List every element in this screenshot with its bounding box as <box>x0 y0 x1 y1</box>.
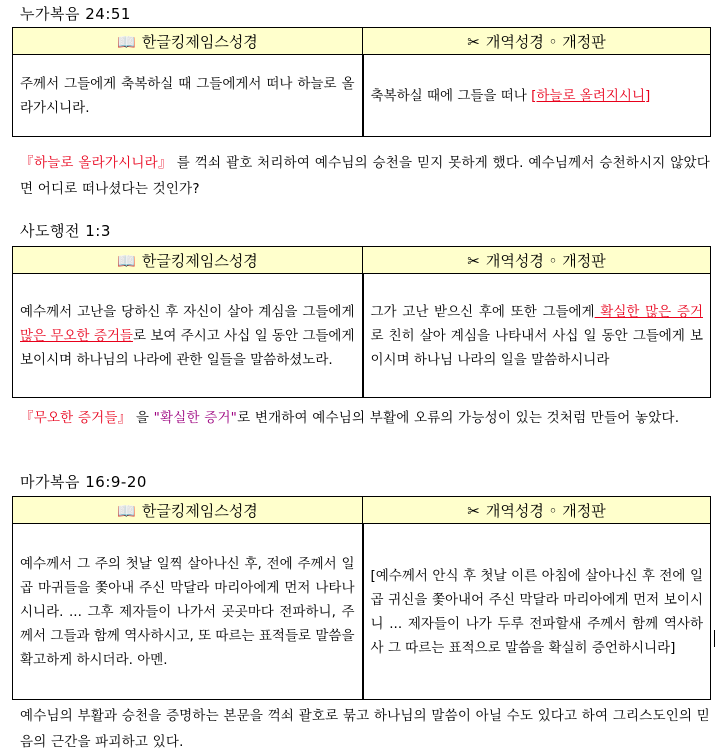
comparison-table-acts <box>12 246 711 398</box>
revised-verse: [예수께서 안식 후 첫날 이른 아침에 살아나신 후 전에 일곱 귀신을 쫓아내어 주신 막달라 마리아에게 먼저 보이시니 ... 제자들이 나가 두루 전파할새 주께서 함께 역사하사 그 따르는 표적으로 말씀을 확실히 증언하시니라] <box>370 567 703 656</box>
text-cursor <box>714 630 715 647</box>
kjv-text <box>13 274 363 398</box>
header-kjv-label: 한글킹제임스성경 <box>141 501 258 520</box>
kjv-text <box>13 55 363 137</box>
header-revised-label: 개역성경 ◦ 개정판 <box>485 251 606 270</box>
commentary-highlight: 『무오한 증거들』 <box>20 410 132 426</box>
header-revised <box>363 497 711 524</box>
table-header-row <box>13 497 711 524</box>
book-icon: 📖 <box>117 501 136 520</box>
kjv-verse: 주께서 그들에게 축복하실 때 그들에게서 떠나 하늘로 올라가시니라. <box>20 75 355 116</box>
revised-text <box>363 55 711 137</box>
table-header-row <box>13 28 711 55</box>
comparison-table-mark <box>12 496 711 700</box>
commentary-quote: "확실한 증거" <box>153 410 238 426</box>
header-kjv <box>13 497 363 524</box>
kjv-highlight: 많은 무오한 증거들 <box>20 327 133 344</box>
revised-verse-b: 로 친히 살아 계심을 나타내서 사십 일 동안 그들에게 보이시며 하나님 나라의 일을 말씀하시니라 <box>370 327 703 368</box>
commentary-text: 를 꺽쇠 괄호 처리하여 예수님의 승천을 믿지 못하게 했다. 예수님께서 승천하시지 않았다면 어디로 떠나셨다는 것인가? <box>20 155 710 197</box>
table-row <box>13 524 711 700</box>
header-revised-label: 개역성경 ◦ 개정판 <box>485 32 606 51</box>
header-revised <box>363 247 711 274</box>
revised-highlight: [하늘로 올려지시니] <box>531 87 651 104</box>
table-row <box>13 274 711 398</box>
table-header-row <box>13 247 711 274</box>
commentary-luke <box>20 150 710 202</box>
header-kjv-label: 한글킹제임스성경 <box>141 32 258 51</box>
commentary-highlight: 『하늘로 올라가시니라』 <box>20 155 173 171</box>
header-kjv-label: 한글킹제임스성경 <box>141 251 258 270</box>
revised-highlight: 확실한 많은 증거 <box>594 303 703 320</box>
kjv-verse-a: 예수께서 고난을 당하신 후 자신이 살아 계심을 그들에게 <box>20 303 355 320</box>
comparison-table-luke <box>12 27 711 137</box>
scissors-icon: ✂ <box>467 501 480 520</box>
kjv-verse-b: 로 보여 주시고 사십 일 동안 그들에게 보이시며 하나님의 나라에 관한 일들을 말씀하셨노라. <box>20 327 355 368</box>
scissors-icon: ✂ <box>467 32 480 51</box>
revised-text <box>363 274 711 398</box>
section-title-mark: 마가복음 16:9-20 <box>20 473 147 491</box>
table-row <box>13 55 711 137</box>
revised-verse: 축복하실 때에 그들을 떠나 <box>370 87 532 104</box>
header-revised <box>363 28 711 55</box>
header-kjv <box>13 28 363 55</box>
scissors-icon: ✂ <box>467 251 480 270</box>
commentary-acts <box>20 405 710 431</box>
commentary-mid: 을 <box>135 410 154 426</box>
revised-text <box>363 524 711 700</box>
kjv-text <box>13 524 363 700</box>
commentary-mark: 예수님의 부활과 승천을 증명하는 본문을 꺽쇠 괄호로 묶고 하나님의 말씀이 아닐 수도 있다고 하여 그리스도인의 믿음의 근간을 파괴하고 있다. <box>20 708 710 750</box>
revised-verse-a: 그가 고난 받으신 후에 또한 그들에게 <box>370 303 595 320</box>
kjv-verse: 예수께서 그 주의 첫날 일찍 살아나신 후, 전에 주께서 일곱 마귀들을 쫓아내 주신 막달라 마리아에게 먼저 나타나시니라. ... 그후 제자들이 나가서 곳곳마다 전파하니, 주께서 그들과 함께 역사하시고, 또 따르는 표적들로 말씀을 확고하게 하시더라. 아멘. <box>20 555 355 668</box>
section-title-luke: 누가복음 24:51 <box>20 5 131 23</box>
commentary-text: 로 변개하여 예수님의 부활에 오류의 가능성이 있는 것처럼 만들어 놓았다. <box>237 410 680 426</box>
header-kjv <box>13 247 363 274</box>
book-icon: 📖 <box>117 32 136 51</box>
book-icon: 📖 <box>117 251 136 270</box>
header-revised-label: 개역성경 ◦ 개정판 <box>485 501 606 520</box>
section-title-acts: 사도행전 1:3 <box>20 222 111 240</box>
